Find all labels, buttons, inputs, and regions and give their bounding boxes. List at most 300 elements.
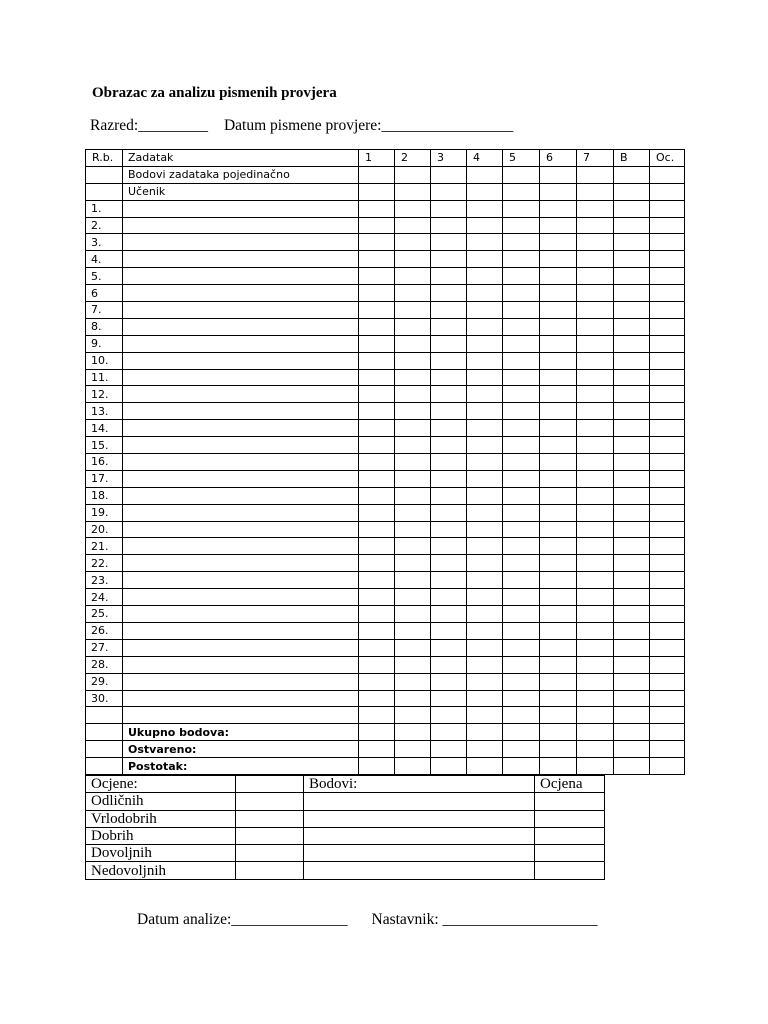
table-cell	[614, 470, 650, 487]
table-cell	[614, 521, 650, 538]
table-cell	[650, 741, 685, 758]
table-cell	[650, 758, 685, 775]
table-cell	[123, 504, 359, 521]
table-cell	[123, 335, 359, 352]
table-cell	[467, 758, 503, 775]
table-cell	[614, 741, 650, 758]
table-cell	[431, 234, 467, 251]
table-cell: 9.	[86, 335, 123, 352]
table-cell	[431, 318, 467, 335]
grades-cell	[236, 810, 304, 827]
table-cell	[431, 352, 467, 369]
grades-header-cell	[236, 776, 304, 793]
table-cell	[614, 504, 650, 521]
table-cell: 7	[577, 150, 614, 167]
table-cell	[431, 268, 467, 285]
table-cell	[540, 454, 577, 471]
table-row	[86, 487, 685, 504]
table-cell	[650, 589, 685, 606]
table-cell: 16.	[86, 454, 123, 471]
table-cell	[503, 217, 540, 234]
table-cell	[650, 572, 685, 589]
table-cell	[540, 707, 577, 724]
table-cell	[359, 166, 395, 183]
table-cell: 21.	[86, 538, 123, 555]
table-cell: 1.	[86, 200, 123, 217]
table-cell	[503, 707, 540, 724]
table-cell	[577, 352, 614, 369]
table-cell	[359, 504, 395, 521]
table-cell	[540, 335, 577, 352]
table-cell	[650, 369, 685, 386]
table-cell	[395, 268, 431, 285]
grades-row	[86, 827, 605, 844]
table-cell	[359, 538, 395, 555]
table-cell	[431, 251, 467, 268]
analysis-table	[85, 149, 685, 775]
table-cell	[614, 538, 650, 555]
table-cell	[467, 200, 503, 217]
table-row	[86, 555, 685, 572]
table-cell: Ukupno bodova:	[123, 724, 359, 741]
table-cell	[123, 285, 359, 302]
grades-cell: Dovoljnih	[86, 845, 236, 862]
table-cell	[395, 420, 431, 437]
table-cell: 20.	[86, 521, 123, 538]
table-cell: Postotak:	[123, 758, 359, 775]
table-cell	[359, 285, 395, 302]
table-cell	[467, 183, 503, 200]
table-row	[86, 403, 685, 420]
table-cell	[650, 555, 685, 572]
table-cell	[577, 639, 614, 656]
table-row	[86, 268, 685, 285]
summary-row	[86, 724, 685, 741]
table-cell	[650, 454, 685, 471]
table-row	[86, 504, 685, 521]
table-cell	[650, 183, 685, 200]
table-row	[86, 656, 685, 673]
table-cell	[503, 487, 540, 504]
table-cell	[650, 251, 685, 268]
table-cell	[614, 690, 650, 707]
table-cell	[86, 724, 123, 741]
table-cell	[467, 285, 503, 302]
table-cell: 22.	[86, 555, 123, 572]
table-cell	[467, 690, 503, 707]
grades-cell	[535, 793, 605, 810]
table-cell	[614, 318, 650, 335]
table-cell	[503, 302, 540, 319]
table-row	[86, 673, 685, 690]
table-cell	[395, 470, 431, 487]
table-cell	[395, 572, 431, 589]
table-cell	[577, 606, 614, 623]
table-cell: Učenik	[123, 183, 359, 200]
table-cell	[614, 335, 650, 352]
table-cell: Ostvareno:	[123, 741, 359, 758]
table-row	[86, 538, 685, 555]
table-cell	[540, 724, 577, 741]
grades-cell: Nedovoljnih	[86, 862, 236, 879]
table-cell	[577, 234, 614, 251]
grades-header-row	[86, 776, 605, 793]
table-row	[86, 521, 685, 538]
table-cell	[540, 622, 577, 639]
table-row	[86, 589, 685, 606]
table-cell	[359, 707, 395, 724]
table-cell	[540, 470, 577, 487]
table-cell	[503, 285, 540, 302]
table-cell	[540, 386, 577, 403]
teacher-field: Nastavnik: ____________________	[371, 911, 598, 928]
table-cell	[503, 403, 540, 420]
table-cell	[123, 352, 359, 369]
table-row	[86, 572, 685, 589]
table-cell	[650, 420, 685, 437]
table-cell	[577, 302, 614, 319]
table-cell	[123, 622, 359, 639]
table-cell	[123, 200, 359, 217]
table-cell: 15.	[86, 437, 123, 454]
table-cell	[577, 741, 614, 758]
table-cell	[395, 437, 431, 454]
table-cell	[467, 622, 503, 639]
table-cell	[614, 639, 650, 656]
table-cell	[431, 369, 467, 386]
table-cell: 4	[467, 150, 503, 167]
grades-cell	[535, 827, 605, 844]
table-row	[86, 369, 685, 386]
table-cell	[359, 555, 395, 572]
table-cell	[577, 707, 614, 724]
table-cell: 14.	[86, 420, 123, 437]
table-cell: 2.	[86, 217, 123, 234]
table-row	[86, 386, 685, 403]
table-cell	[540, 403, 577, 420]
table-cell	[650, 386, 685, 403]
table-cell	[650, 622, 685, 639]
table-cell	[577, 437, 614, 454]
table-cell	[395, 234, 431, 251]
table-cell	[614, 352, 650, 369]
table-cell	[395, 183, 431, 200]
table-cell	[467, 572, 503, 589]
table-cell: 3.	[86, 234, 123, 251]
grades-header-cell: Ocjena	[535, 776, 605, 793]
table-cell	[395, 318, 431, 335]
table-cell	[540, 504, 577, 521]
table-cell	[395, 656, 431, 673]
table-cell	[503, 352, 540, 369]
table-cell	[431, 302, 467, 319]
table-cell	[431, 437, 467, 454]
table-cell	[431, 741, 467, 758]
table-cell: 25.	[86, 606, 123, 623]
table-cell	[650, 606, 685, 623]
table-cell	[614, 572, 650, 589]
table-cell	[540, 538, 577, 555]
grades-cell	[236, 862, 304, 879]
table-cell	[503, 251, 540, 268]
table-cell	[359, 673, 395, 690]
table-cell	[577, 724, 614, 741]
table-cell	[614, 656, 650, 673]
table-cell	[123, 589, 359, 606]
grades-cell	[304, 845, 535, 862]
table-cell	[503, 673, 540, 690]
table-cell	[467, 268, 503, 285]
table-cell	[431, 285, 467, 302]
table-row	[86, 217, 685, 234]
grades-header-cell: Bodovi:	[304, 776, 535, 793]
table-cell	[577, 572, 614, 589]
table-cell	[467, 673, 503, 690]
table-cell	[577, 166, 614, 183]
table-cell	[577, 504, 614, 521]
table-cell	[540, 217, 577, 234]
table-cell	[431, 420, 467, 437]
table-cell	[123, 521, 359, 538]
table-cell	[359, 217, 395, 234]
table-cell: 28.	[86, 656, 123, 673]
table-cell	[467, 166, 503, 183]
table-cell: B	[614, 150, 650, 167]
table-cell	[650, 318, 685, 335]
table-cell	[503, 572, 540, 589]
table-cell: 11.	[86, 369, 123, 386]
table-cell	[614, 302, 650, 319]
table-cell	[467, 504, 503, 521]
grades-row	[86, 793, 605, 810]
table-cell	[540, 555, 577, 572]
table-cell: 30.	[86, 690, 123, 707]
table-cell	[359, 420, 395, 437]
table-cell	[577, 622, 614, 639]
table-cell	[467, 707, 503, 724]
table-cell	[359, 758, 395, 775]
table-cell	[467, 403, 503, 420]
table-row	[86, 251, 685, 268]
table-cell	[395, 639, 431, 656]
table-cell	[577, 268, 614, 285]
table-cell	[359, 183, 395, 200]
table-cell	[467, 335, 503, 352]
table-row	[86, 454, 685, 471]
table-cell	[577, 183, 614, 200]
table-cell	[431, 217, 467, 234]
table-cell	[467, 487, 503, 504]
table-cell: Bodovi zadataka pojedinačno	[123, 166, 359, 183]
table-cell	[614, 420, 650, 437]
table-cell	[395, 302, 431, 319]
table-cell	[467, 369, 503, 386]
table-cell	[503, 521, 540, 538]
table-cell	[503, 454, 540, 471]
table-cell	[503, 386, 540, 403]
table-cell	[650, 437, 685, 454]
table-cell	[577, 318, 614, 335]
table-cell	[577, 420, 614, 437]
table-cell: 17.	[86, 470, 123, 487]
table-cell	[650, 166, 685, 183]
table-cell	[650, 690, 685, 707]
table-cell: 8.	[86, 318, 123, 335]
table-cell	[359, 454, 395, 471]
table-cell	[359, 639, 395, 656]
grades-cell	[236, 793, 304, 810]
table-cell	[577, 369, 614, 386]
table-row	[86, 302, 685, 319]
table-cell	[540, 166, 577, 183]
table-cell	[359, 352, 395, 369]
table-cell	[650, 656, 685, 673]
table-cell	[614, 234, 650, 251]
table-cell: 6	[540, 150, 577, 167]
table-cell	[540, 200, 577, 217]
table-row	[86, 639, 685, 656]
table-cell	[359, 724, 395, 741]
table-cell	[614, 403, 650, 420]
table-cell	[86, 707, 123, 724]
table-cell: 24.	[86, 589, 123, 606]
table-cell	[431, 622, 467, 639]
table-cell	[577, 285, 614, 302]
grades-cell: Vrlodobrih	[86, 810, 236, 827]
table-cell	[577, 200, 614, 217]
table-cell	[123, 420, 359, 437]
table-cell	[540, 690, 577, 707]
analysis-date-field: Datum analize:_______________	[137, 911, 348, 928]
table-cell	[467, 724, 503, 741]
table-cell	[431, 454, 467, 471]
table-cell	[577, 538, 614, 555]
table-cell	[395, 454, 431, 471]
table-cell	[614, 724, 650, 741]
table-cell	[359, 335, 395, 352]
table-cell	[395, 521, 431, 538]
table-row	[86, 470, 685, 487]
table-cell: 1	[359, 150, 395, 167]
table-cell	[614, 622, 650, 639]
table-cell	[395, 690, 431, 707]
table-cell	[359, 741, 395, 758]
table-cell	[467, 741, 503, 758]
table-cell	[467, 386, 503, 403]
table-cell	[395, 504, 431, 521]
table-cell	[540, 183, 577, 200]
table-cell	[431, 386, 467, 403]
table-cell	[467, 521, 503, 538]
table-cell	[540, 251, 577, 268]
grades-header-cell: Ocjene:	[86, 776, 236, 793]
table-row	[86, 318, 685, 335]
table-cell	[86, 166, 123, 183]
table-cell	[503, 555, 540, 572]
grades-cell	[304, 827, 535, 844]
table-cell	[650, 487, 685, 504]
table-cell	[577, 690, 614, 707]
table-cell	[614, 285, 650, 302]
class-field: Razred:_________	[90, 117, 208, 134]
table-cell: 26.	[86, 622, 123, 639]
table-cell	[359, 606, 395, 623]
table-cell	[359, 386, 395, 403]
table-cell: 5.	[86, 268, 123, 285]
table-cell	[431, 656, 467, 673]
table-cell	[395, 538, 431, 555]
table-cell	[395, 352, 431, 369]
table-cell	[577, 217, 614, 234]
table-cell	[467, 437, 503, 454]
table-cell	[577, 454, 614, 471]
table-cell	[467, 217, 503, 234]
table-cell	[614, 487, 650, 504]
table-cell	[503, 166, 540, 183]
table-row-blank	[86, 707, 685, 724]
table-row	[86, 690, 685, 707]
table-cell: Oc.	[650, 150, 685, 167]
grades-cell	[236, 845, 304, 862]
table-cell	[431, 521, 467, 538]
table-cell	[395, 369, 431, 386]
table-cell: 2	[395, 150, 431, 167]
table-cell	[395, 335, 431, 352]
form-title: Obrazac za analizu pismenih provjera	[92, 85, 337, 101]
table-cell	[614, 707, 650, 724]
table-cell: 29.	[86, 673, 123, 690]
table-cell	[123, 606, 359, 623]
table-cell: 4.	[86, 251, 123, 268]
grades-row	[86, 810, 605, 827]
grades-cell: Odličnih	[86, 793, 236, 810]
table-cell	[467, 538, 503, 555]
table-cell	[123, 403, 359, 420]
table-cell	[577, 335, 614, 352]
grades-cell: Dobrih	[86, 827, 236, 844]
grades-cell	[535, 845, 605, 862]
grades-cell	[304, 862, 535, 879]
table-cell	[395, 622, 431, 639]
table-cell	[359, 200, 395, 217]
table-cell	[540, 318, 577, 335]
table-cell	[359, 437, 395, 454]
table-cell: 19.	[86, 504, 123, 521]
table-cell	[503, 318, 540, 335]
table-cell	[503, 538, 540, 555]
table-cell	[650, 639, 685, 656]
table-cell	[614, 183, 650, 200]
table-cell	[431, 183, 467, 200]
table-cell	[431, 166, 467, 183]
table-cell	[431, 606, 467, 623]
table-cell	[431, 504, 467, 521]
table-cell	[503, 234, 540, 251]
table-cell	[395, 386, 431, 403]
table-header-row	[86, 150, 685, 167]
table-cell: 12.	[86, 386, 123, 403]
table-cell	[650, 217, 685, 234]
table-cell	[540, 606, 577, 623]
table-cell	[614, 251, 650, 268]
table-cell	[503, 369, 540, 386]
table-cell	[123, 690, 359, 707]
table-cell	[123, 555, 359, 572]
table-cell	[395, 403, 431, 420]
table-cell	[577, 673, 614, 690]
grades-cell	[304, 793, 535, 810]
table-cell	[614, 589, 650, 606]
